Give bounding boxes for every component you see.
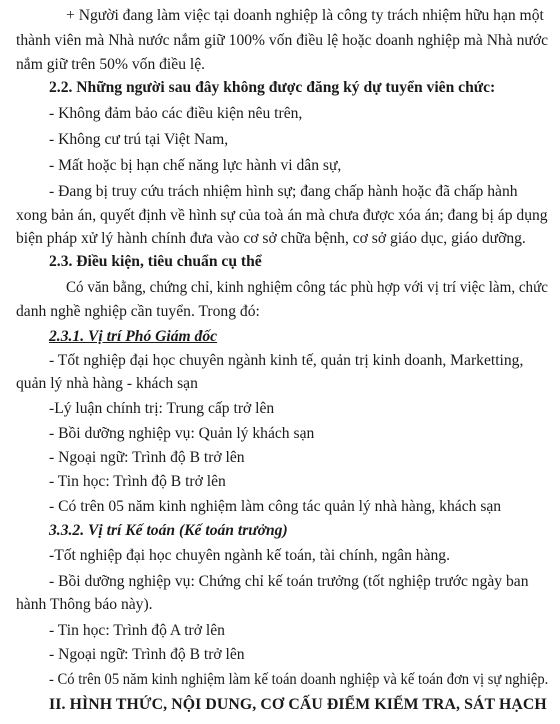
paragraph-line: hành Thông báo này). xyxy=(16,596,153,613)
paragraph-line: danh nghề nghiệp cần tuyển. Trong đó: xyxy=(16,303,260,320)
list-item: - Có trên 05 năm kinh nghiệm làm kế toán doanh nghiệp và kế toán đơn vị sự nghiệp. xyxy=(49,671,549,688)
paragraph-line: quản lý nhà hàng - khách sạn xyxy=(16,375,198,392)
list-item: - Không cư trú tại Việt Nam, xyxy=(49,131,229,148)
paragraph-line: Có văn bằng, chứng chỉ, kinh nghiệm công tác phù hợp với vị trí việc làm, chức xyxy=(66,279,548,296)
list-item: -Tốt nghiệp đại học chuyên ngành kế toán, tài chính, ngân hàng. xyxy=(49,547,450,564)
section-heading-2-2: 2.2. Những người sau đây không được đăng ký dự tuyển viên chức: xyxy=(49,79,496,96)
list-item: - Tin học: Trình độ A trở lên xyxy=(49,622,225,639)
list-item: - Ngoại ngữ: Trình độ B trở lên xyxy=(49,449,245,466)
list-item: - Tốt nghiệp đại học chuyên ngành kinh tế, quản trị kinh doanh, Marketting, xyxy=(49,352,524,369)
list-item: - Bồi dưỡng nghiệp vụ: Quản lý khách sạn xyxy=(49,425,315,442)
paragraph-line: nắm giữ trên 50% vốn điều lệ. xyxy=(16,56,206,73)
paragraph-line: biện pháp xử lý hành chính đưa vào cơ sở chữa bệnh, cơ sở giáo dục, giáo dưỡng. xyxy=(16,230,526,247)
section-heading-2-3: 2.3. Điều kiện, tiêu chuẩn cụ thể xyxy=(49,253,262,270)
section-heading-II: II. HÌNH THỨC, NỘI DUNG, CƠ CẤU ĐIỂM KIỂM TRA, SÁT HẠCH xyxy=(49,696,547,713)
list-item: -Lý luận chính trị: Trung cấp trở lên xyxy=(49,400,275,417)
subsection-heading-3-3-2: 3.3.2. Vị trí Kế toán (Kế toán trưởng) xyxy=(49,522,288,539)
list-item: - Không đảm bảo các điều kiện nêu trên, xyxy=(49,105,303,122)
list-item: - Có trên 05 năm kinh nghiệm làm công tác quản lý nhà hàng, khách sạn xyxy=(49,498,502,515)
list-item: - Tin học: Trình độ B trở lên xyxy=(49,473,226,490)
list-item: - Bồi dưỡng nghiệp vụ: Chứng chỉ kế toán trưởng (tốt nghiệp trước ngày ban xyxy=(49,573,529,590)
paragraph-line: + Người đang làm việc tại doanh nghiệp là công ty trách nhiệm hữu hạn một xyxy=(66,7,544,24)
subsection-heading-2-3-1: 2.3.1. Vị trí Phó Giám đốc xyxy=(49,328,218,345)
list-item: - Mất hoặc bị hạn chế năng lực hành vi dân sự, xyxy=(49,157,342,174)
list-item: - Đang bị truy cứu trách nhiệm hình sự; đang chấp hành hoặc đã chấp hành xyxy=(49,183,518,200)
list-item: - Ngoại ngữ: Trình độ B trở lên xyxy=(49,646,245,663)
paragraph-line: xong bản án, quyết định về hình sự của toà án mà chưa được xóa án; đang bị áp dụng xyxy=(16,207,548,224)
paragraph-line: thành viên mà Nhà nước nắm giữ 100% vốn điều lệ hoặc doanh nghiệp mà Nhà nước xyxy=(16,32,549,49)
